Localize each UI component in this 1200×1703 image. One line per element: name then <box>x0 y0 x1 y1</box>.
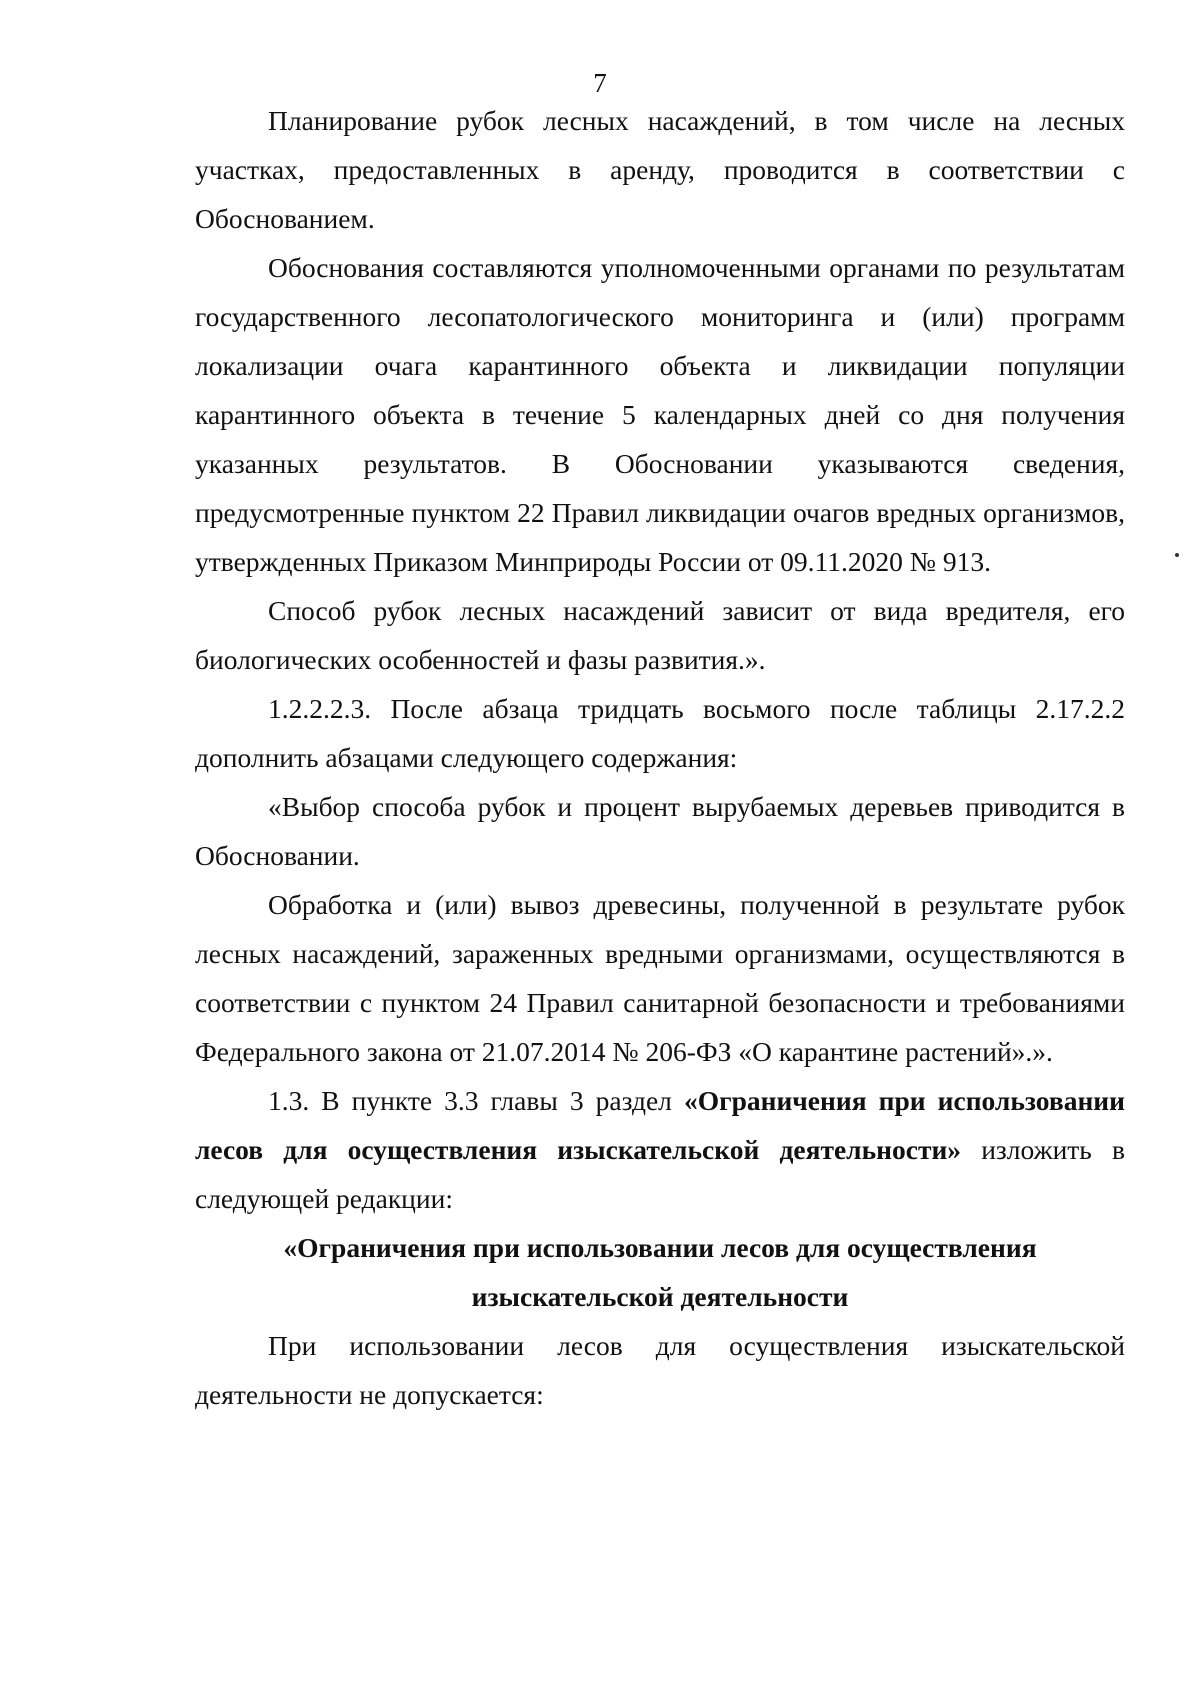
paragraph-prohibitions-intro: При использовании лесов для осуществления изыскательской деятельности не допускается: <box>195 1330 1125 1410</box>
paragraph-justification-preparation: Обоснования составляются уполномоченными органами по результатам государственного лесопатологического мониторинга и (или) программ локализации очага карантинного объекта и ликвидации популяции карантинного объекта в течение 5 календарных дней со дня получения указанных результатов. В Обосновании указываются сведения, предусмотренные пунктом 22 Правил ликвидации очагов вредных организмов, утвержденных Приказом Минприроды России от 09.11.2020 № 913. <box>195 252 1125 577</box>
document-body <box>195 96 1125 1419</box>
paragraph-amendment-1-2-2-2-3: 1.2.2.2.3. После абзаца тридцать восьмого после таблицы 2.17.2.2 дополнить абзацами следующего содержания: <box>195 693 1125 773</box>
paragraph-amendment-1-3 <box>195 1076 1125 1223</box>
section-title-reference: «Ограничения при использовании лесов для осуществления изыскательской деятельности» <box>195 1085 1125 1165</box>
paragraph-logging-planning: Планирование рубок лесных насаждений, в том числе на лесных участках, предоставленных в аренду, проводится в соответствии с Обоснованием. <box>195 105 1125 234</box>
scan-speck <box>1175 553 1179 557</box>
paragraph-wood-processing: Обработка и (или) вывоз древесины, полученной в результате рубок лесных насаждений, зараженных вредными организмами, осуществляются в соответствии с пунктом 24 Правил санитарной безопасности и требованиями Федерального закона от 21.07.2014 № 206-ФЗ «О карантине растений».». <box>195 889 1125 1067</box>
paragraph-logging-choice: «Выбор способа рубок и процент вырубаемых деревьев приводится в Обосновании. <box>195 791 1125 871</box>
amendment-1-3-prefix: 1.3. В пункте 3.3 главы 3 раздел <box>268 1085 684 1116</box>
section-heading: «Ограничения при использовании лесов для осуществления изыскательской деятельности <box>283 1232 1037 1312</box>
amendment-1-3-suffix: изложить в следующей редакции: <box>195 1134 1125 1214</box>
page-number: 7 <box>593 68 607 98</box>
paragraph-logging-method: Способ рубок лесных насаждений зависит от вида вредителя, его биологических особенностей и фазы развития.». <box>195 595 1125 675</box>
